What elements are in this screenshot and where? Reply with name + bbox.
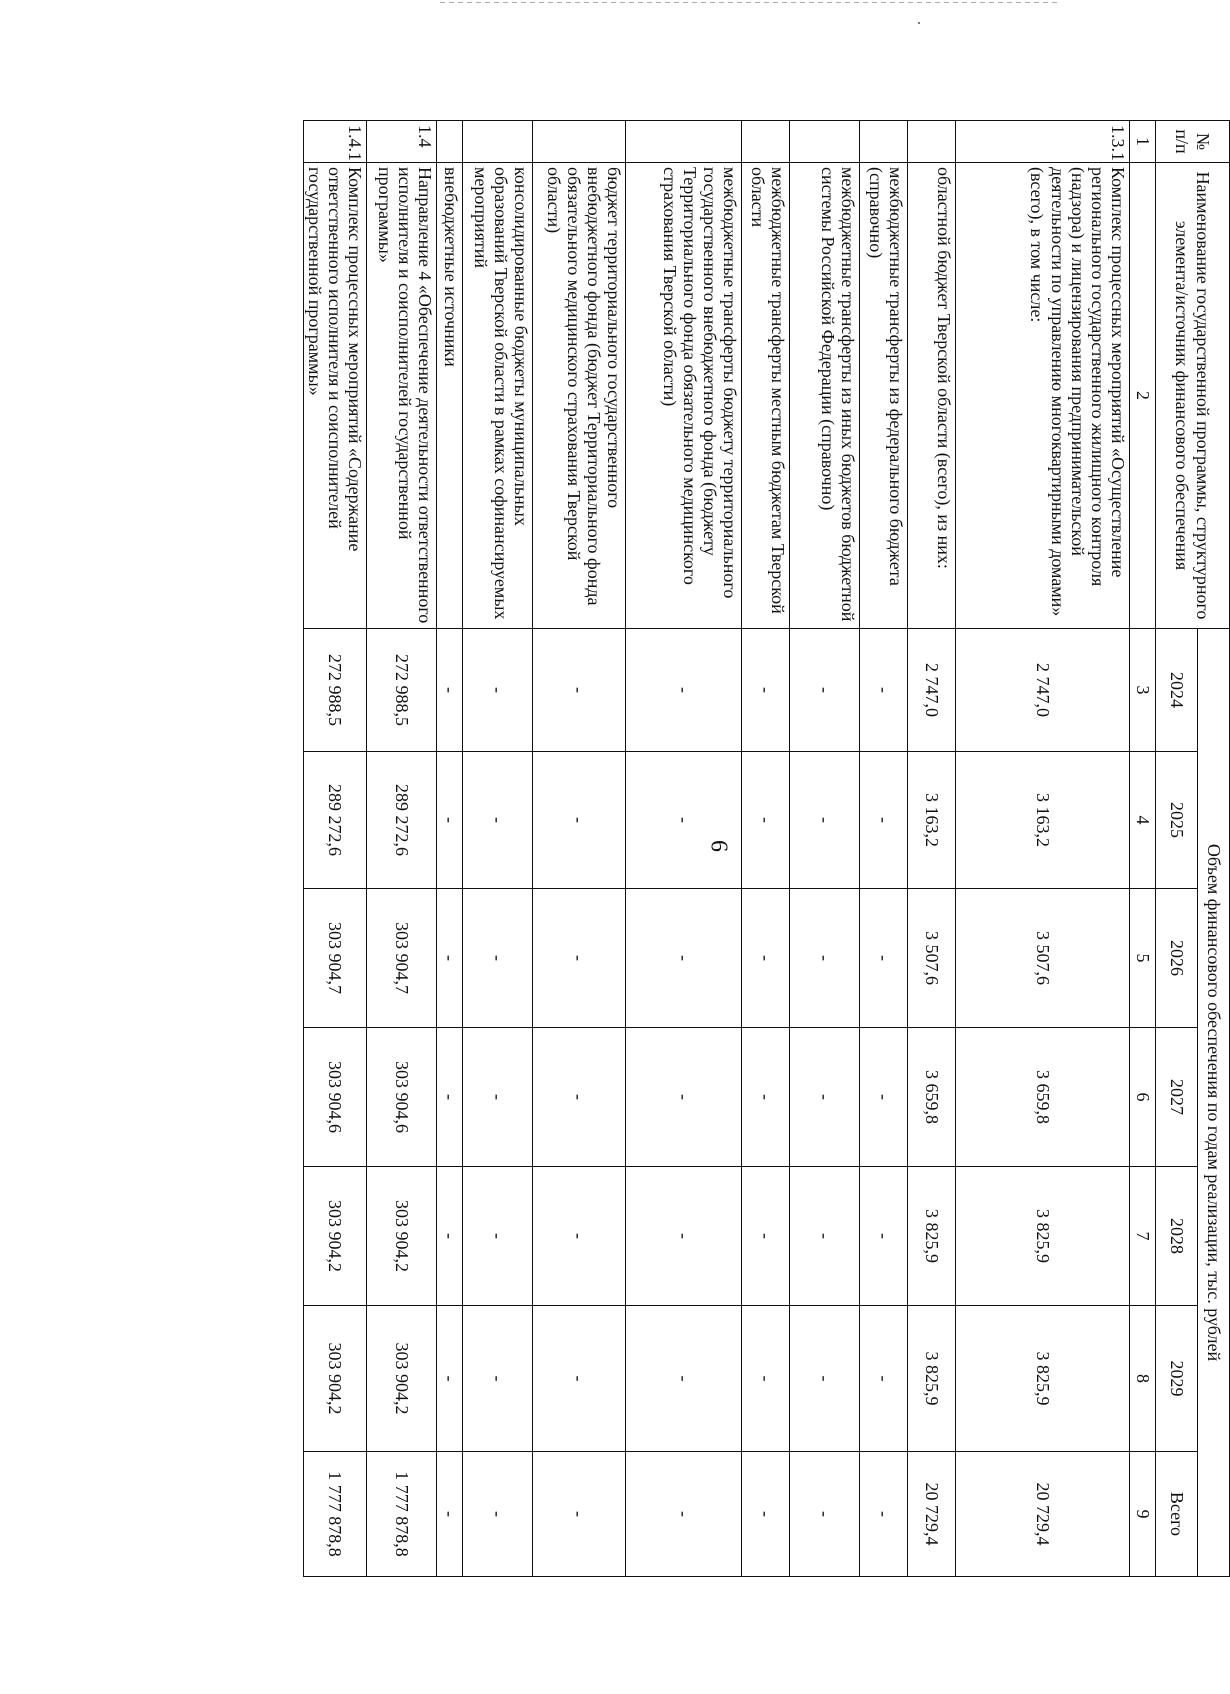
row-year-value: -	[626, 629, 742, 752]
column-number: 7	[1130, 1167, 1156, 1306]
rotated-table-container	[171, 120, 1230, 1576]
header-row-1	[1198, 121, 1230, 1577]
row-total-value: -	[860, 1452, 908, 1577]
row-year-value: -	[533, 629, 626, 752]
row-year-value: -	[533, 889, 626, 1028]
row-year-value: 3 507,6	[908, 889, 956, 1028]
row-year-value: 289 272,6	[303, 752, 366, 889]
row-name: межбюджетные трансферты бюджету территориального государственного внебюджетного фонда (бюджету Территориального фонда обязательного медицинского страхования Тверской области)	[626, 163, 742, 629]
row-total-value: 1 777 878,8	[367, 1452, 437, 1577]
header-name: Наименование государственной программы, структурного элемента/источник финансового обеспечения	[1156, 163, 1230, 629]
row-number: 1.3.1	[956, 121, 1130, 163]
header-year: 2028	[1156, 1167, 1198, 1306]
row-year-value: -	[533, 1167, 626, 1306]
row-year-value: -	[860, 889, 908, 1028]
row-year-value: -	[626, 752, 742, 889]
table-row	[908, 121, 956, 1577]
row-number: 1.4.1	[303, 121, 366, 163]
header-total: Всего	[1156, 1452, 1198, 1577]
row-total-value: -	[790, 1452, 860, 1577]
row-year-value: 303 904,2	[367, 1167, 437, 1306]
row-year-value: 2 747,0	[908, 629, 956, 752]
row-year-value: -	[742, 889, 790, 1028]
row-year-value: -	[626, 1306, 742, 1452]
header-num: № п/п	[1156, 121, 1230, 163]
row-total-value: -	[533, 1452, 626, 1577]
row-year-value: 3 659,8	[908, 1028, 956, 1167]
row-total-value: 20 729,4	[956, 1452, 1130, 1577]
row-name: областной бюджет Тверской области (всего), из них:	[908, 163, 956, 629]
row-year-value: 303 904,7	[367, 889, 437, 1028]
row-number	[437, 121, 463, 163]
row-year-value: -	[790, 629, 860, 752]
scan-edge-mark	[440, 2, 1060, 3]
row-year-value: -	[463, 752, 533, 889]
table-row	[956, 121, 1130, 1577]
row-year-value: -	[437, 1028, 463, 1167]
table-row	[742, 121, 790, 1577]
row-year-value: -	[463, 1167, 533, 1306]
row-total-value: -	[463, 1452, 533, 1577]
row-number	[533, 121, 626, 163]
row-year-value: 3 825,9	[956, 1167, 1130, 1306]
row-year-value: -	[790, 889, 860, 1028]
row-number	[908, 121, 956, 163]
row-year-value: 303 904,2	[303, 1167, 366, 1306]
row-number	[790, 121, 860, 163]
scan-speck	[918, 22, 920, 24]
table-row	[303, 121, 366, 1577]
table-row	[437, 121, 463, 1577]
row-year-value: 303 904,2	[367, 1306, 437, 1452]
row-total-value: -	[626, 1452, 742, 1577]
row-year-value: 3 825,9	[956, 1306, 1130, 1452]
row-year-value: -	[533, 1028, 626, 1167]
row-total-value: -	[742, 1452, 790, 1577]
row-year-value: -	[790, 1028, 860, 1167]
row-year-value: 3 825,9	[908, 1306, 956, 1452]
row-year-value: -	[860, 752, 908, 889]
table-row	[367, 121, 437, 1577]
row-year-value: 3 163,2	[956, 752, 1130, 889]
row-name: Комплекс процессных мероприятий «Осуществление регионального государственного жилищного контроля (надзора) и лицензирования предпринимательской деятельности по управлению многоквартирными домами» (всего), в том числе:	[956, 163, 1130, 629]
row-year-value: 3 163,2	[908, 752, 956, 889]
row-year-value: -	[742, 1167, 790, 1306]
row-year-value: -	[437, 629, 463, 752]
row-year-value: -	[860, 1306, 908, 1452]
row-year-value: -	[742, 1306, 790, 1452]
column-number: 6	[1130, 1028, 1156, 1167]
row-total-value: -	[437, 1452, 463, 1577]
row-name: межбюджетные трансферты местным бюджетам Тверской области	[742, 163, 790, 629]
row-number	[860, 121, 908, 163]
row-year-value: 3 825,9	[908, 1167, 956, 1306]
row-year-value: -	[860, 1028, 908, 1167]
row-year-value: -	[533, 1306, 626, 1452]
table-row	[626, 121, 742, 1577]
row-year-value: -	[463, 629, 533, 752]
page-number: 6	[705, 840, 732, 852]
row-year-value: 303 904,6	[303, 1028, 366, 1167]
column-number: 1	[1130, 121, 1156, 163]
row-year-value: -	[790, 752, 860, 889]
header-funding-group: Объем финансового обеспечения по годам реализации, тыс. рублей	[1198, 629, 1230, 1577]
row-year-value: -	[742, 1028, 790, 1167]
row-year-value: -	[437, 1167, 463, 1306]
row-year-value: -	[742, 629, 790, 752]
row-year-value: -	[463, 889, 533, 1028]
row-year-value: -	[626, 889, 742, 1028]
row-year-value: 303 904,7	[303, 889, 366, 1028]
row-year-value: 303 904,2	[303, 1306, 366, 1452]
header-year: 2025	[1156, 752, 1198, 889]
row-name: Направление 4 «Обеспечение деятельности ответственного исполнителя и соисполнителей государственной программы»	[367, 163, 437, 629]
row-year-value: -	[533, 752, 626, 889]
header-year: 2029	[1156, 1306, 1198, 1452]
header-year: 2027	[1156, 1028, 1198, 1167]
funding-table	[303, 120, 1230, 1577]
row-year-value: 303 904,6	[367, 1028, 437, 1167]
row-year-value: 3 507,6	[956, 889, 1130, 1028]
row-number: 1.4	[367, 121, 437, 163]
row-number	[742, 121, 790, 163]
row-year-value: -	[626, 1167, 742, 1306]
row-name: межбюджетные трансферты из иных бюджетов бюджетной системы Российской Федерации (справочно)	[790, 163, 860, 629]
row-year-value: -	[463, 1306, 533, 1452]
row-year-value: -	[790, 1306, 860, 1452]
row-year-value: 2 747,0	[956, 629, 1130, 752]
row-year-value: 272 988,5	[367, 629, 437, 752]
column-number: 9	[1130, 1452, 1156, 1577]
row-total-value: 20 729,4	[908, 1452, 956, 1577]
row-year-value: -	[860, 629, 908, 752]
table-row	[790, 121, 860, 1577]
column-number-row	[1130, 121, 1156, 1577]
row-name: Комплекс процессных мероприятий «Содержание ответственного исполнителя и соисполнителей государственной программы»	[303, 163, 366, 629]
row-year-value: -	[626, 1028, 742, 1167]
column-number: 4	[1130, 752, 1156, 889]
row-name: межбюджетные трансферты из федерального бюджета (справочно)	[860, 163, 908, 629]
column-number: 2	[1130, 163, 1156, 629]
table-row	[860, 121, 908, 1577]
row-year-value: -	[463, 1028, 533, 1167]
row-year-value: -	[437, 752, 463, 889]
row-year-value: -	[437, 889, 463, 1028]
table-row	[533, 121, 626, 1577]
row-year-value: -	[742, 752, 790, 889]
header-year: 2026	[1156, 889, 1198, 1028]
row-name: внебюджетные источники	[437, 163, 463, 629]
header-year: 2024	[1156, 629, 1198, 752]
row-year-value: -	[437, 1306, 463, 1452]
row-year-value: 3 659,8	[956, 1028, 1130, 1167]
row-name: бюджет территориального государственного внебюджетного фонда (бюджет Территориального фонда обязательного медицинского страхования Тверской области)	[533, 163, 626, 629]
row-number	[626, 121, 742, 163]
row-number	[463, 121, 533, 163]
row-year-value: -	[860, 1167, 908, 1306]
table-row	[463, 121, 533, 1577]
row-year-value: -	[790, 1167, 860, 1306]
row-name: консолидированные бюджеты муниципальных образований Тверской области в рамках софинансируемых мероприятий	[463, 163, 533, 629]
row-year-value: 272 988,5	[303, 629, 366, 752]
column-number: 8	[1130, 1306, 1156, 1452]
column-number: 5	[1130, 889, 1156, 1028]
row-total-value: 1 777 878,8	[303, 1452, 366, 1577]
column-number: 3	[1130, 629, 1156, 752]
row-year-value: 289 272,6	[367, 752, 437, 889]
